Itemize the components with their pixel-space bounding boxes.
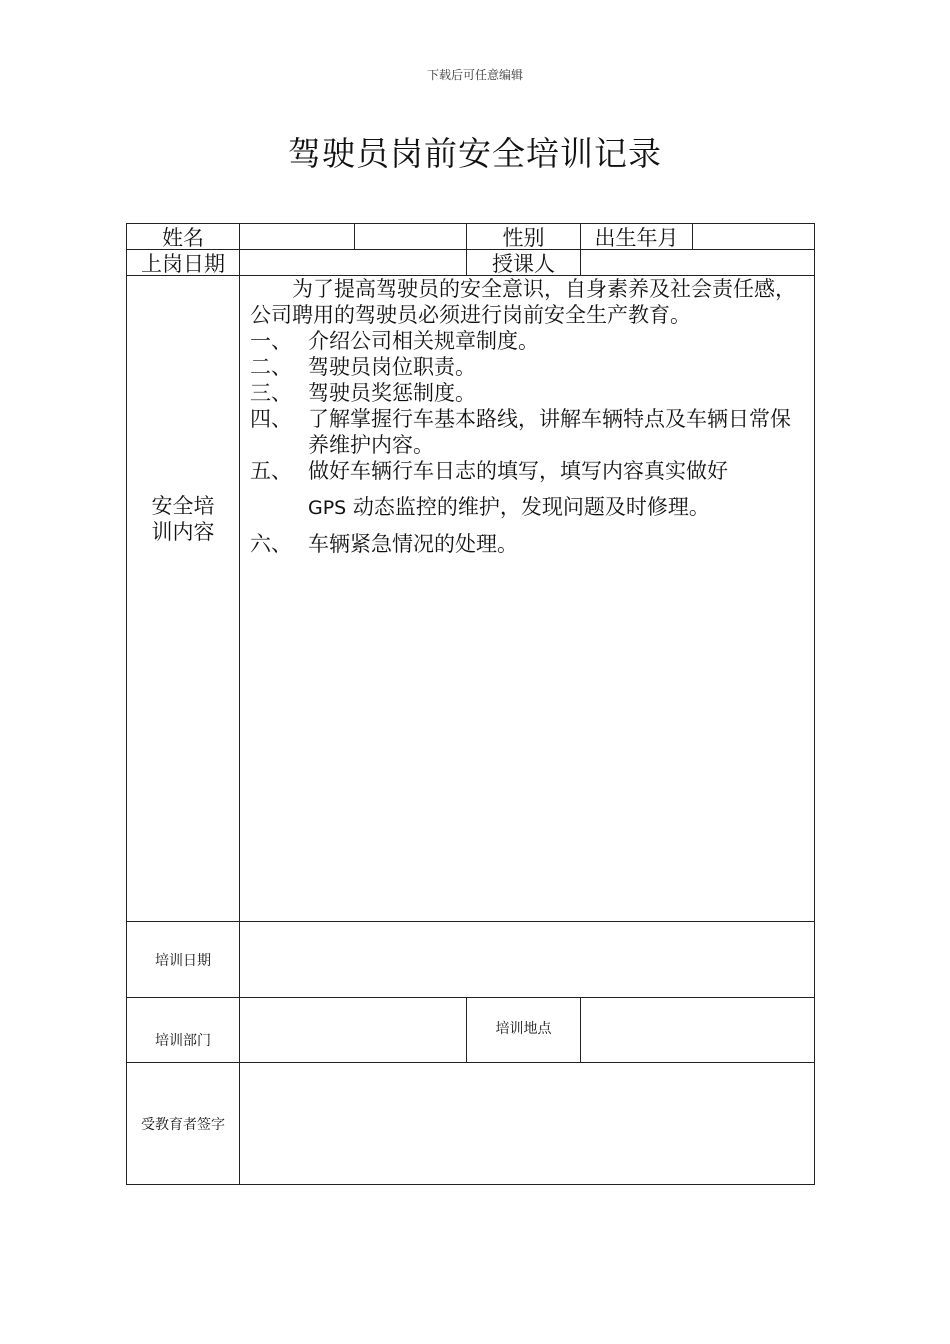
list-item bbox=[250, 380, 810, 406]
training-content bbox=[250, 276, 810, 557]
item-text: 驾驶员奖惩制度。 bbox=[308, 381, 476, 405]
start-date-label: 上岗日期 bbox=[141, 251, 225, 276]
intro-paragraph: 为了提高驾驶员的安全意识，自身素养及社会责任感，公司聘用的驾驶员必须进行岗前安全生产教育。 bbox=[250, 277, 796, 327]
name-field-extra[interactable] bbox=[355, 224, 466, 249]
training-date-label: 培训日期 bbox=[155, 952, 211, 969]
training-record-form bbox=[126, 223, 815, 1185]
item-number: 三、 bbox=[250, 381, 292, 405]
trainee-signature-label: 受教育者签字 bbox=[141, 1116, 225, 1133]
item-text: 车辆紧急情况的处理。 bbox=[308, 532, 518, 556]
item-number: 四、 bbox=[250, 407, 292, 431]
item-number: 五、 bbox=[250, 459, 292, 483]
page-title: 驾驶员岗前安全培训记录 bbox=[288, 134, 662, 173]
item-number: 六、 bbox=[250, 532, 292, 556]
instructor-label: 授课人 bbox=[492, 251, 555, 276]
item-text: 驾驶员岗位职责。 bbox=[308, 355, 476, 379]
gender-label: 性别 bbox=[502, 225, 545, 250]
trainee-signature-field[interactable] bbox=[240, 1063, 814, 1184]
item-number: 二、 bbox=[250, 355, 292, 379]
list-item bbox=[250, 406, 810, 458]
list-item bbox=[250, 458, 810, 484]
birth-date-label: 出生年月 bbox=[594, 225, 679, 250]
name-label: 姓名 bbox=[162, 225, 204, 250]
training-place-label: 培训地点 bbox=[495, 1021, 552, 1037]
item-text: 做好车辆行车日志的填写，填写内容真实做好 bbox=[308, 459, 728, 483]
item-text: 介绍公司相关规章制度。 bbox=[308, 329, 539, 353]
name-field[interactable] bbox=[240, 224, 354, 249]
training-date-field[interactable] bbox=[240, 922, 814, 997]
list-item bbox=[250, 354, 810, 380]
training-dept-field[interactable] bbox=[240, 998, 466, 1062]
list-item bbox=[250, 328, 810, 354]
birth-date-field[interactable] bbox=[693, 224, 814, 249]
gps-text: 动态监控的维护，发现问题及时修理。 bbox=[346, 495, 710, 519]
training-dept-label: 培训部门 bbox=[155, 1033, 211, 1049]
gps-line bbox=[250, 494, 810, 521]
item-number: 一、 bbox=[250, 329, 292, 353]
gps-prefix: GPS bbox=[308, 497, 347, 519]
start-date-field[interactable] bbox=[240, 250, 466, 275]
header-note: 下载后可任意编辑 bbox=[426, 68, 523, 82]
list-item bbox=[250, 531, 810, 557]
content-label: 安全培训内容 bbox=[151, 494, 215, 544]
item-text: 了解掌握行车基本路线，讲解车辆特点及车辆日常保养维护内容。 bbox=[308, 407, 791, 457]
instructor-field[interactable] bbox=[581, 250, 814, 275]
training-place-field[interactable] bbox=[581, 998, 814, 1062]
